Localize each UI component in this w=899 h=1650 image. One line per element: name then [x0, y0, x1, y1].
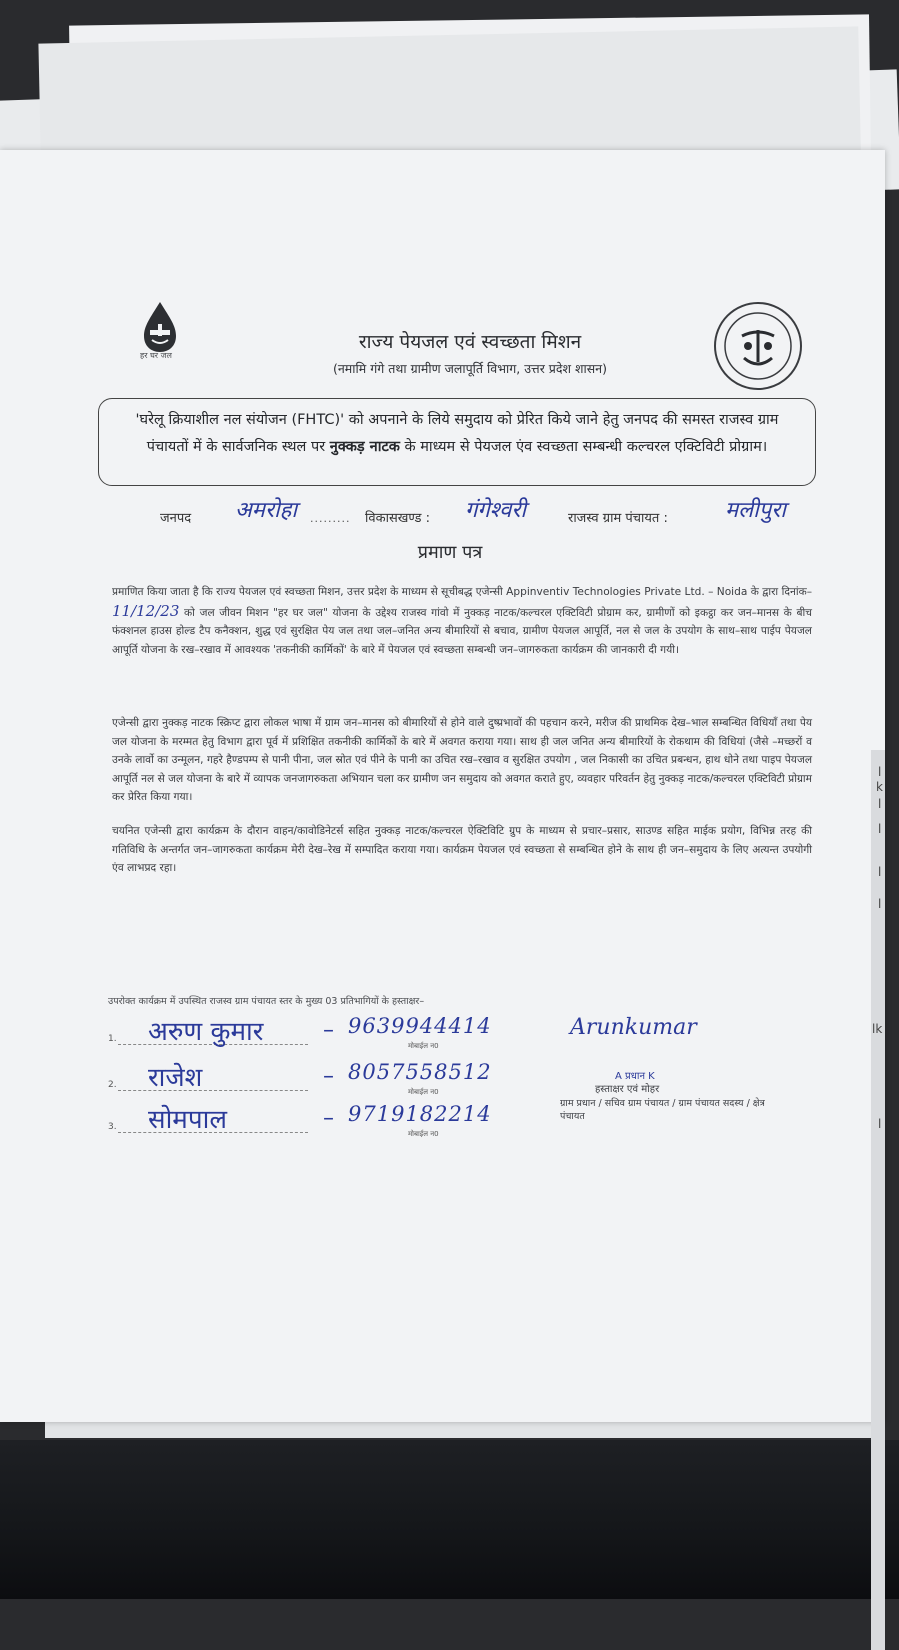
edge-mark: k [876, 780, 883, 794]
signatory-role-label: ग्राम प्रधान / सचिव ग्राम पंचायत / ग्राम पंचायत सदस्य / क्षेत्र पंचायत [560, 1098, 765, 1122]
table-surface [0, 1440, 899, 1599]
district-label: जनपद [160, 511, 192, 526]
paragraph-1-text: प्रमाणित किया जाता है कि राज्य पेयजल एवं स्वच्छता मिशन, उत्तर प्रदेश के माध्यम से सूचीबद्ध एजेन्सी Appinventiv Technologies Private Ltd. – Noida के द्वारा दिनांक– [112, 586, 812, 598]
participant-name: सोमपाल [148, 1105, 227, 1135]
entry-number: 2. [108, 1080, 117, 1090]
participant-mobile: 8057558512 [348, 1060, 492, 1084]
signatures-intro: उपरोक्त कार्यक्रम में उपस्थित राजस्व ग्राम पंचायत स्तर के मुख्य 03 प्रतिभागियों के हस्ताक्षर– [108, 996, 425, 1007]
paragraph-1 [112, 583, 812, 659]
mobile-label: मोबाईल न0 [408, 1042, 439, 1050]
certificate-title: प्रमाण पत्र [417, 542, 483, 563]
entry-number: 1. [108, 1034, 117, 1044]
edge-mark: l [878, 765, 882, 779]
edge-mark: lk [872, 1022, 883, 1036]
edge-mark: l [878, 797, 882, 811]
pradhan-signature-block [560, 1015, 765, 1135]
panchayat-value: मलीपुरा [725, 498, 786, 523]
panchayat-label: राजस्व ग्राम पंचायत : [568, 511, 668, 526]
block-value: गंगेश्वरी [465, 498, 527, 523]
separator-dash: – [323, 1106, 334, 1131]
state-seal-icon [712, 300, 804, 392]
edge-mark: l [878, 1117, 882, 1131]
participant-mobile: 9639944414 [348, 1014, 492, 1038]
edge-mark: l [878, 865, 882, 879]
participant-entry [108, 1058, 538, 1098]
page-edge-shadow [871, 750, 885, 1650]
edge-mark: l [878, 897, 882, 911]
district-value: अमरोहा [235, 498, 298, 523]
block-label: विकासखण्ड : [365, 511, 431, 526]
program-description-box [98, 398, 816, 486]
logo-caption: हर घर जल [140, 351, 172, 360]
participant-name: राजेश [148, 1063, 203, 1093]
pradhan-signature: Arunkumar [570, 1015, 697, 1040]
participant-name: अरुण कुमार [148, 1017, 264, 1047]
participant-entry [108, 1100, 538, 1140]
program-text-end: के माध्यम से पेयजल एंव स्वच्छता सम्बन्धी कल्चरल एक्टिविटी प्रोग्राम। [399, 439, 768, 455]
location-row [160, 500, 840, 532]
edge-mark: l [878, 822, 882, 836]
handwritten-date: 11/12/23 [112, 601, 180, 620]
entry-number: 3. [108, 1122, 117, 1132]
participant-mobile: 9719182214 [348, 1102, 492, 1126]
paragraph-2: एजेन्सी द्वारा नुक्कड़ नाटक स्क्रिप्ट द्वारा लोकल भाषा में ग्राम जन–मानस को बीमारियों से होने वाले दुष्प्रभावों की पहचान करने, मरीज की प्राथमिक देख–भाल सम्बन्धित विधियाँ तथा पेय जल योजना के मरम्मत हेतु विभाग द्वारा पूर्व में प्रशिक्षित तकनीकी कार्मिकों के बारे में अवगत कराया गया। साथ ही जल जनित अन्य बीमारियों के रोकथाम की विधियां (जैसे –मच्छरों व उनके लार्वो का उन्मूलन, गहरे हैण्डपम्प से पानी पीना, जल स्रोत एवं पीने के पानी का उचित रख–रखाव व सुरक्षित उपयोग , जल निकासी का उचित प्रबन्धन, हाथ धोने तथा पाइप पेयजल आपूर्ति नल से जल योजना के बारे में व्यापक जनजागरुकता अभियान चला कर ग्रामीण जन समुदाय को अवगत कराते हुए, व्यवहार परिवर्तन हेतु नुक्कड़ नाटक/कल्चरल एक्टिविटी प्रोग्राम कर प्रेरित किया गया। [112, 717, 812, 804]
page-title: राज्य पेयजल एवं स्वच्छता मिशन [358, 331, 582, 353]
program-highlight: नुक्कड़ नाटक [329, 439, 400, 455]
paragraph-3: चयनित एजेन्सी द्वारा कार्यक्रम के दौरान वाहन/कावोडिनेटर्स सहित नुक्कड़ नाटक/कल्चरल ऐक्टिविटि ग्रुप के माध्यम से प्रचार–प्रसार, साउण्ड सहित माईक प्रयोग, विभिन्न तरह की गतिविधि के अन्तर्गत जन–जागरुकता कार्यक्रम मेरी देख–रेख में सम्पादित कराया गया। कार्यक्रम पेयजल एवं स्वच्छता से सम्बन्धित होने के साथ ही जन–समुदाय के लिए अत्यन्त उपयोगी एंव लाभप्रद रहा। [112, 825, 812, 875]
pradhan-name: A प्रधान K [615, 1071, 655, 1082]
participant-entry [108, 1012, 538, 1052]
mobile-label: मोबाईल न0 [408, 1130, 439, 1138]
separator-dash: – [323, 1018, 334, 1043]
mobile-label: मोबाईल न0 [408, 1088, 439, 1096]
paragraph-1-text-cont: को जल जीवन मिशन "हर घर जल" योजना के उद्देश्य राजस्व गांवो में नुक्कड़ नाटक/कल्चरल एक्टिविटी प्रोग्राम कर, ग्रामीणों को इकट्ठा कर जन–मानस के बीच फंक्शनल हाउस होल्ड टैप कनैक्शन, शुद्ध एवं सुरक्षित पेय जल तथा जल–जनित अन्य बीमारियों से बचाव, ग्रामीण पेयजल आपूर्ति, नल से जल के उपयोग के साथ–साथ पाईप पेयजल आपूर्ति योजना के रख–रखाव में आवश्यक 'तकनीकी कार्मिकों' के बारे में पेयजल एवं स्वच्छता सम्बन्धी जन–जागरुकता कार्यक्रम की जानकारी दी गयी। [112, 606, 812, 656]
separator-dash: – [323, 1064, 334, 1089]
water-drop-tap-logo [140, 300, 205, 375]
program-text: 'घरेलू क्रियाशील नल संयोजन (FHTC)' को अपनाने के लिये समुदाय को प्रेरित किये जाने हेतु जनपद की समस्त राजस्व ग्राम पंचायतों में के सार्वजनिक स्थल पर [135, 412, 779, 455]
signature-seal-label: हस्ताक्षर एवं मोहर [595, 1084, 660, 1095]
dotted-line: ......... [310, 512, 351, 525]
dotted-underline [118, 1090, 308, 1091]
page-subtitle: (नमामि गंगे तथा ग्रामीण जलापूर्ति विभाग, उत्तर प्रदेश शासन) [332, 361, 607, 376]
